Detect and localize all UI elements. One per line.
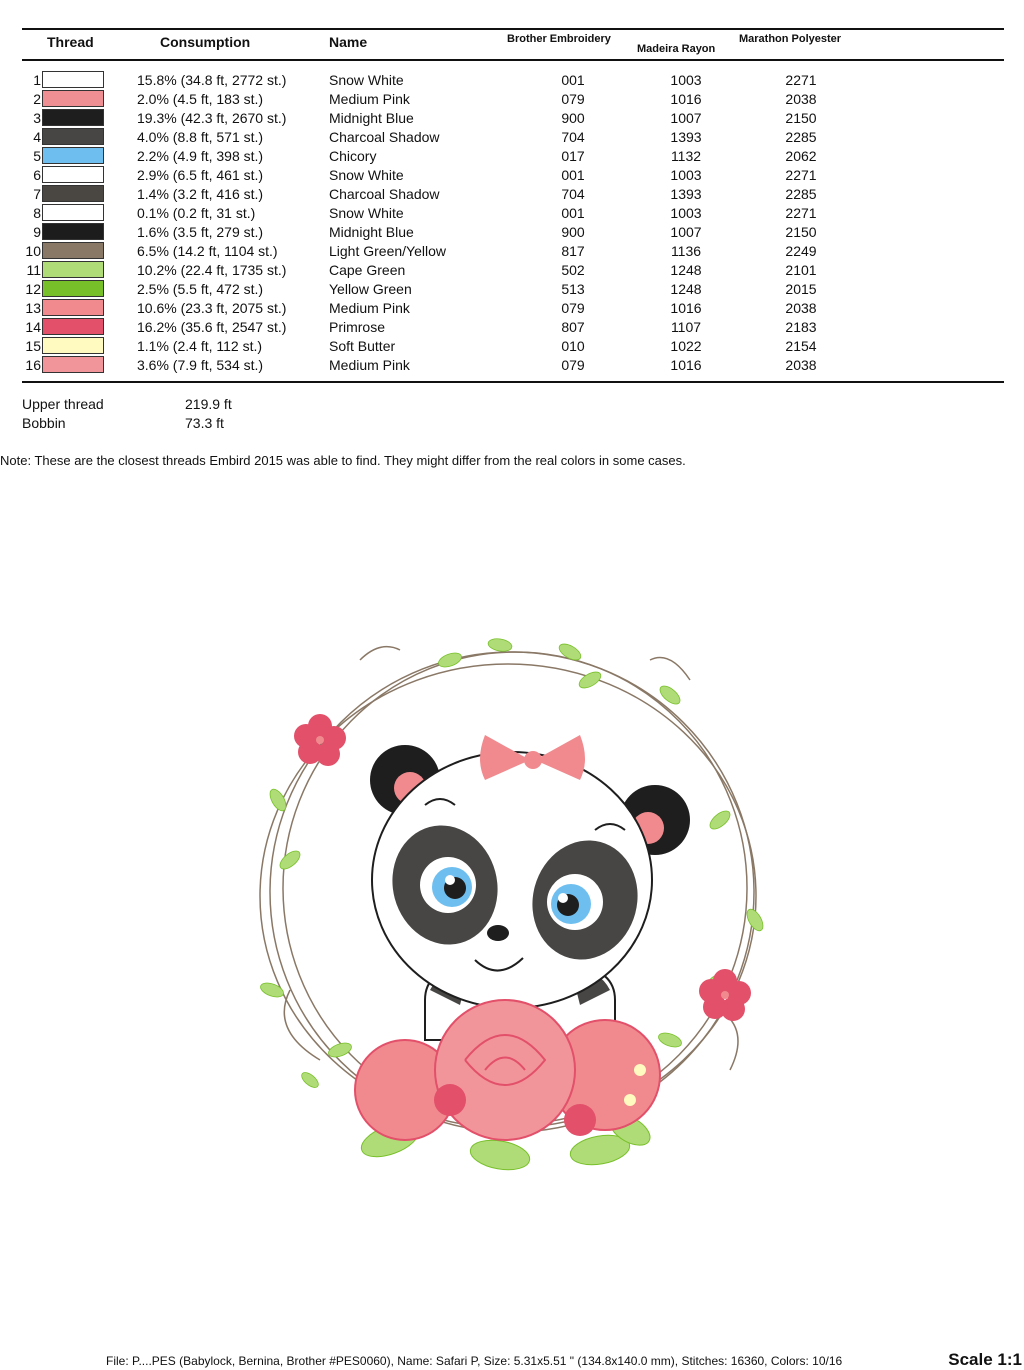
brother-code: 017 bbox=[561, 148, 585, 164]
thread-name: Chicory bbox=[329, 148, 377, 164]
table-row bbox=[0, 146, 1024, 165]
marathon-code: 2101 bbox=[785, 262, 817, 278]
bobbin-value: 73.3 ft bbox=[185, 415, 224, 431]
thread-color-swatch bbox=[42, 185, 104, 202]
scale-label: Scale 1:1 bbox=[948, 1350, 1022, 1369]
thread-name: Medium Pink bbox=[329, 357, 410, 373]
marathon-code: 2183 bbox=[785, 319, 817, 335]
madeira-code: 1393 bbox=[670, 186, 702, 202]
table-row bbox=[0, 70, 1024, 89]
thread-number: 5 bbox=[33, 148, 41, 164]
brother-code: 079 bbox=[561, 357, 585, 373]
header-consumption: Consumption bbox=[160, 34, 251, 50]
table-row bbox=[0, 279, 1024, 298]
upper-thread-value: 219.9 ft bbox=[185, 396, 232, 412]
madeira-code: 1107 bbox=[670, 319, 702, 335]
thread-name: Snow White bbox=[329, 205, 404, 221]
madeira-code: 1016 bbox=[670, 357, 702, 373]
rose-bouquet bbox=[355, 1000, 660, 1174]
thread-note: Note: These are the closest threads Embird 2015 was able to find. They might differ from the real colors in some cases. bbox=[0, 453, 686, 468]
brother-code: 704 bbox=[561, 186, 585, 202]
thread-consumption: 16.2% (35.6 ft, 2547 st.) bbox=[137, 319, 287, 335]
thread-consumption: 19.3% (42.3 ft, 2670 st.) bbox=[137, 110, 287, 126]
madeira-code: 1007 bbox=[670, 110, 702, 126]
thread-color-swatch bbox=[42, 356, 104, 373]
thread-number: 4 bbox=[33, 129, 41, 145]
thread-number: 1 bbox=[33, 72, 41, 88]
thread-number: 6 bbox=[33, 167, 41, 183]
marathon-code: 2015 bbox=[785, 281, 817, 297]
thread-consumption: 0.1% (0.2 ft, 31 st.) bbox=[137, 205, 256, 221]
marathon-code: 2062 bbox=[785, 148, 817, 164]
thread-consumption: 1.4% (3.2 ft, 416 st.) bbox=[137, 186, 264, 202]
table-row bbox=[0, 241, 1024, 260]
table-row bbox=[0, 317, 1024, 336]
brother-code: 079 bbox=[561, 300, 585, 316]
brother-code: 001 bbox=[561, 167, 585, 183]
marathon-code: 2249 bbox=[785, 243, 817, 259]
thread-number: 14 bbox=[25, 319, 41, 335]
thread-color-swatch bbox=[42, 242, 104, 259]
thread-name: Cape Green bbox=[329, 262, 406, 278]
brother-code: 817 bbox=[561, 243, 585, 259]
thread-consumption: 4.0% (8.8 ft, 571 st.) bbox=[137, 129, 264, 145]
thread-number: 15 bbox=[25, 338, 41, 354]
thread-consumption: 2.5% (5.5 ft, 472 st.) bbox=[137, 281, 264, 297]
marathon-code: 2154 bbox=[785, 338, 817, 354]
thread-name: Medium Pink bbox=[329, 91, 410, 107]
table-row bbox=[0, 184, 1024, 203]
madeira-code: 1016 bbox=[670, 91, 702, 107]
madeira-code: 1022 bbox=[670, 338, 702, 354]
thread-name: Midnight Blue bbox=[329, 224, 414, 240]
brother-code: 807 bbox=[561, 319, 585, 335]
table-bottom-rule bbox=[22, 381, 1004, 383]
thread-consumption: 2.9% (6.5 ft, 461 st.) bbox=[137, 167, 264, 183]
madeira-code: 1248 bbox=[670, 262, 702, 278]
thread-name: Charcoal Shadow bbox=[329, 129, 440, 145]
table-row bbox=[0, 89, 1024, 108]
madeira-code: 1132 bbox=[670, 148, 702, 164]
madeira-code: 1007 bbox=[670, 224, 702, 240]
brother-code: 001 bbox=[561, 205, 585, 221]
thread-color-swatch bbox=[42, 109, 104, 126]
madeira-code: 1393 bbox=[670, 129, 702, 145]
thread-name: Primrose bbox=[329, 319, 386, 335]
thread-number: 3 bbox=[33, 110, 41, 126]
madeira-code: 1136 bbox=[670, 243, 702, 259]
thread-number: 11 bbox=[26, 262, 41, 278]
thread-color-swatch bbox=[42, 318, 104, 335]
header-madeira: Madeira Rayon bbox=[637, 43, 716, 55]
thread-number: 13 bbox=[25, 300, 41, 316]
table-row bbox=[0, 222, 1024, 241]
brother-code: 513 bbox=[561, 281, 585, 297]
thread-number: 8 bbox=[33, 205, 41, 221]
thread-consumption: 15.8% (34.8 ft, 2772 st.) bbox=[137, 72, 287, 88]
table-row bbox=[0, 203, 1024, 222]
header-name: Name bbox=[329, 34, 368, 50]
upper-thread-label: Upper thread bbox=[22, 396, 104, 412]
marathon-code: 2150 bbox=[785, 224, 817, 240]
brother-code: 001 bbox=[561, 72, 585, 88]
header-brother: Brother Embroidery bbox=[507, 33, 611, 45]
bobbin-label: Bobbin bbox=[22, 415, 66, 431]
thread-name: Yellow Green bbox=[329, 281, 412, 297]
table-row bbox=[0, 355, 1024, 374]
madeira-code: 1003 bbox=[670, 167, 702, 183]
header-marathon: Marathon Polyester bbox=[739, 33, 842, 45]
header-thread: Thread bbox=[47, 34, 94, 50]
brother-code: 502 bbox=[561, 262, 585, 278]
thread-consumption: 2.0% (4.5 ft, 183 st.) bbox=[137, 91, 264, 107]
brother-code: 900 bbox=[561, 110, 585, 126]
madeira-code: 1016 bbox=[670, 300, 702, 316]
madeira-code: 1003 bbox=[670, 72, 702, 88]
thread-consumption: 10.2% (22.4 ft, 1735 st.) bbox=[137, 262, 287, 278]
thread-name: Soft Butter bbox=[329, 338, 396, 354]
thread-consumption: 3.6% (7.9 ft, 534 st.) bbox=[137, 357, 264, 373]
thread-number: 9 bbox=[33, 224, 41, 240]
table-row bbox=[0, 298, 1024, 317]
table-row bbox=[0, 260, 1024, 279]
marathon-code: 2150 bbox=[785, 110, 817, 126]
thread-number: 16 bbox=[25, 357, 41, 373]
marathon-code: 2271 bbox=[785, 205, 817, 221]
table-row bbox=[0, 165, 1024, 184]
thread-color-swatch bbox=[42, 280, 104, 297]
table-row bbox=[0, 127, 1024, 146]
thread-number: 7 bbox=[33, 186, 41, 202]
brother-code: 900 bbox=[561, 224, 585, 240]
thread-consumption: 1.6% (3.5 ft, 279 st.) bbox=[137, 224, 264, 240]
panda-embroidery-icon bbox=[250, 630, 780, 1180]
marathon-code: 2271 bbox=[785, 167, 817, 183]
thread-color-swatch bbox=[42, 71, 104, 88]
thread-color-swatch bbox=[42, 299, 104, 316]
thread-consumption: 6.5% (14.2 ft, 1104 st.) bbox=[137, 243, 278, 259]
thread-number: 10 bbox=[25, 243, 41, 259]
brother-code: 079 bbox=[561, 91, 585, 107]
marathon-code: 2038 bbox=[785, 91, 817, 107]
thread-color-swatch bbox=[42, 261, 104, 278]
marathon-code: 2038 bbox=[785, 357, 817, 373]
thread-color-swatch bbox=[42, 204, 104, 221]
thread-name: Snow White bbox=[329, 72, 404, 88]
thread-color-swatch bbox=[42, 90, 104, 107]
table-top-rule bbox=[22, 28, 1004, 30]
thread-color-swatch bbox=[42, 337, 104, 354]
thread-consumption: 1.1% (2.4 ft, 112 st.) bbox=[137, 338, 263, 354]
thread-number: 12 bbox=[25, 281, 41, 297]
thread-name: Snow White bbox=[329, 167, 404, 183]
table-header-rule bbox=[22, 59, 1004, 61]
table-row bbox=[0, 336, 1024, 355]
marathon-code: 2285 bbox=[785, 129, 817, 145]
thread-name: Midnight Blue bbox=[329, 110, 414, 126]
panda-nose bbox=[487, 925, 509, 941]
thread-color-swatch bbox=[42, 223, 104, 240]
brother-code: 704 bbox=[561, 129, 585, 145]
madeira-code: 1248 bbox=[670, 281, 702, 297]
thread-number: 2 bbox=[33, 91, 41, 107]
thread-color-swatch bbox=[42, 166, 104, 183]
thread-name: Light Green/Yellow bbox=[329, 243, 447, 259]
table-row bbox=[0, 108, 1024, 127]
thread-color-swatch bbox=[42, 128, 104, 145]
marathon-code: 2271 bbox=[785, 72, 817, 88]
marathon-code: 2285 bbox=[785, 186, 817, 202]
madeira-code: 1003 bbox=[670, 205, 702, 221]
thread-color-swatch bbox=[42, 147, 104, 164]
thread-name: Charcoal Shadow bbox=[329, 186, 440, 202]
thread-consumption: 2.2% (4.9 ft, 398 st.) bbox=[137, 148, 264, 164]
thread-name: Medium Pink bbox=[329, 300, 410, 316]
file-info-footer: File: P....PES (Babylock, Bernina, Brother #PES0060), Name: Safari P, Size: 5.31x5.51 " (134.8x140.0 mm), Stitches: 16360, Colors: 10/16 bbox=[106, 1354, 843, 1368]
thread-consumption: 10.6% (23.3 ft, 2075 st.) bbox=[137, 300, 287, 316]
brother-code: 010 bbox=[561, 338, 585, 354]
marathon-code: 2038 bbox=[785, 300, 817, 316]
